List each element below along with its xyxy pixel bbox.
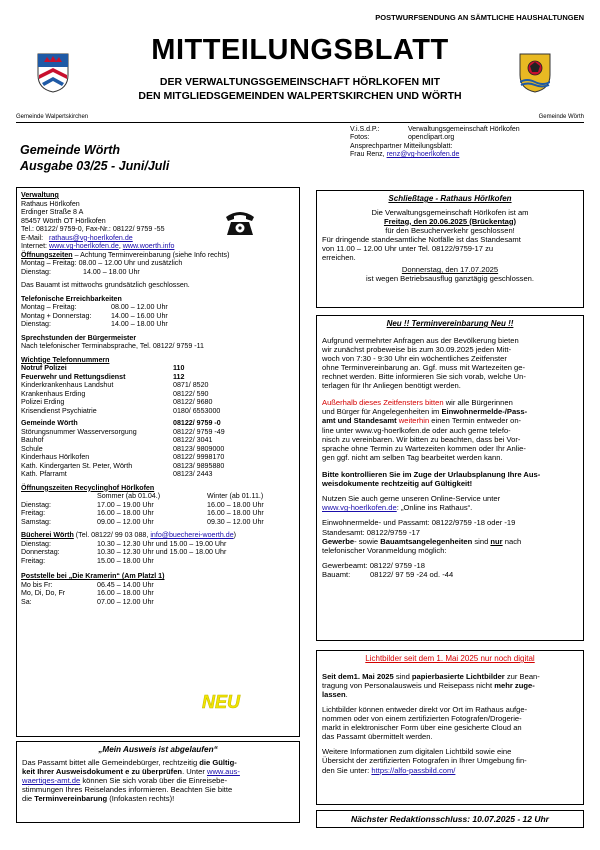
address-line-2: Erdinger Straße 8 A (21, 208, 84, 216)
lichtbild-p1-line-3b: lassen (322, 689, 346, 699)
termin-p2-b: und Bürger für Angelegenheiten im (322, 407, 442, 417)
telefon-row-value: 08.00 – 12.00 Uhr (111, 303, 168, 311)
termin-online-suffix: : „Online ins Rathaus“. (396, 503, 473, 513)
imprint-vsdp-label: V.i.S.d.P.: (350, 126, 380, 133)
internet-link-vg[interactable]: www.vg-hoerlkofen.de (49, 242, 119, 250)
subtitle-line-2: DEN MITGLIEDSGEMEINDEN WALPERTSKIRCHEN UND WÖRTH (138, 90, 462, 103)
gemeinde-number-row (21, 470, 295, 479)
buecherei-row (21, 540, 295, 549)
termin-bauamt-phone: 08122/ 97 59 -24 od. -44 (370, 569, 454, 579)
header-divider (16, 122, 584, 123)
issue-number: Ausgabe 03/25 - Juni/Juli (20, 158, 170, 173)
nummern-list (21, 364, 295, 415)
recycling-row-summer: 17.00 – 19.00 Uhr (97, 500, 154, 509)
termin-p7f: nach (502, 536, 522, 546)
phone-number-row-label: Feuerwehr und Rettungsdienst (21, 372, 126, 381)
imprint-contact-name: Frau Renz, (350, 151, 387, 159)
lichtbild-p3-end: den Sie unter: (322, 765, 372, 775)
opening-line-2-label: Dienstag: (21, 267, 51, 276)
lichtbild-p2-line: das Passamt übermittelt werden. (322, 732, 433, 742)
recycling-row-label: Dienstag: (21, 500, 51, 509)
phone-number-row-value: 08122/ 9680 (173, 398, 213, 406)
termin-p1-line: wir zunächst probeweise bis zum 30.09.2025 jeden Mitt- (322, 344, 512, 354)
buecherei-row-value: 10.30 – 12.30 Uhr und 15.00 – 19.00 Uhr (97, 539, 227, 548)
opening-line-2-value: 14.00 – 18.00 Uhr (83, 267, 140, 276)
lichtbild-p3-line: Übersicht der zertifizierten Fotografen in Ihrer Umgebung fin- (322, 756, 527, 766)
ausweis-text-2: . Unter (182, 766, 207, 776)
telefon-row (21, 303, 295, 312)
opening-note: – Achtung Terminvereinbarung (siehe Info rechts) (72, 250, 230, 259)
neu-badge-icon (200, 687, 242, 715)
telefon-row-label: Dienstag: (21, 320, 51, 328)
internet-sep: , (118, 242, 123, 250)
ausweis-text-5a: die (22, 794, 35, 804)
termin-p3-line: weisdokumente rechtzeitig auf Gültigkeit! (322, 479, 473, 489)
poststelle-row-value: 16.00 – 18.00 Uhr (97, 589, 154, 597)
recycling-row-winter: 16.00 – 18.00 Uhr (207, 500, 264, 509)
gemeinde-number-row (21, 436, 295, 445)
termin-bauamt: Bauamtsangelegenheiten (380, 536, 473, 546)
phone-number-row-value: 112 (173, 372, 185, 381)
termin-paragraph-3 (322, 470, 578, 488)
imprint-contact-label: Ansprechpartner Mitteilungsblatt: (350, 142, 453, 150)
distribution-note: POSTWURFSENDUNG AN SÄMTLICHE HAUSHALTUNGEN (375, 13, 584, 22)
lichtbild-p1-line-2a: tragung von Personalausweis und Reisepass nicht (322, 680, 495, 690)
recycling-winter-label: Winter (ab 01.11.) (207, 492, 264, 500)
issue-info (20, 143, 169, 174)
gemeinde-number-row-label: Schule (21, 444, 43, 453)
recycling-row-summer: 09.00 – 12.00 Uhr (97, 517, 154, 526)
poststelle-row (21, 598, 295, 607)
ausweis-title: „Mein Ausweis ist abgelaufen“ (98, 745, 218, 754)
lichtbild-p1-bold: Seit dem1. Mai 2025 (322, 671, 394, 681)
recycling-summer-label: Sommer (ab 01.04.) (97, 492, 161, 500)
gemeinde-number-row-value: 08122/ 9759 -0 (173, 419, 221, 427)
ausweis-text-5c: (Infokasten rechts)! (107, 794, 175, 804)
telefon-row-label: Montag + Donnerstag: (21, 311, 92, 320)
opening-heading: Öffnungszeiten (21, 250, 73, 259)
buecherei-hours (21, 540, 295, 566)
termin-p2-weiterhin: weiterhin (398, 416, 430, 426)
termin-p7b: - sowie (354, 536, 381, 546)
termin-paragraph-2-rest (322, 426, 578, 462)
alfo-passbild-link[interactable]: https://alfo-passbild.com/ (371, 765, 456, 775)
termin-p7d: sind (472, 536, 491, 546)
internet-label: Internet: (21, 242, 48, 250)
termin-gewerbeamt-phone: Gewerbeamt: 08122/ 9759 -18 (322, 560, 426, 570)
termin-phone-passamt: Einwohnermelde- und Passamt: 08122/9759 -18 oder -19 (322, 518, 516, 528)
phone-number-row-label: Krankenhaus Erding (21, 389, 86, 398)
telefon-heading: Telefonische Erreichbarkeiten (21, 294, 122, 303)
buecherei-row-label: Freitag: (21, 556, 46, 565)
caption-walpertskirchen: Gemeinde Walpertskirchen (16, 114, 89, 120)
page-subtitle (0, 75, 600, 103)
gemeinde-number-row-value: 08123/ 9895880 (173, 461, 225, 470)
poststelle-row-label: Mo, Di, Do, Fr (21, 589, 66, 597)
gemeinde-number-row (21, 462, 295, 471)
ausweis-box (16, 741, 300, 823)
phone-number-row-label: Polizei Erding (21, 398, 65, 406)
imprint-fotos-value: openclipart.org (408, 134, 455, 142)
phone-number-row (21, 398, 295, 407)
gemeinde-number-row (21, 453, 295, 462)
buecherei-row-label: Dienstag: (21, 539, 51, 548)
buecherei-row (21, 548, 295, 557)
recycling-row-winter: 16.00 – 18.00 Uhr (207, 509, 264, 517)
telefon-hours (21, 303, 295, 329)
phone-number-row-label: Notruf Polizei (21, 364, 67, 372)
poststelle-hours (21, 581, 295, 607)
ausweis-text-4: stimmungen Ihres Reiselandes informieren. Beachten Sie bitte (22, 785, 233, 795)
gemeinde-number-row-label: Bauhof (21, 436, 44, 444)
termin-p3-line: Bitte kontrollieren Sie im Zuge der Urlaubsplanung Ihre Aus- (322, 469, 541, 479)
phone-fax: Tel.: 08122/ 9759-0, Fax-Nr.: 08122/ 9759 -55 (21, 225, 165, 233)
termin-p1-line: Aufgrund vermehrter Anfragen aus der Bevölkerung bieten (322, 335, 519, 345)
gemeinde-number-row-label: Kinderhaus Hörlkofen (21, 453, 90, 461)
schliesstage-date-2: Donnerstag, den 17.07.2025 (401, 265, 499, 275)
ausweis-text-5b: Terminvereinbarung (34, 794, 108, 804)
phone-number-row-value: 0180/ 6553000 (173, 406, 221, 415)
poststelle-row-value: 06.45 – 14.00 Uhr (97, 580, 154, 589)
gemeinde-nummern-list (21, 419, 295, 479)
recycling-heading: Öffnungszeiten Recyclinghof Hörlkofen (21, 483, 155, 492)
lichtbild-p2-line: markt in elektronischer Form über eine gesicherte Cloud an (322, 723, 522, 733)
neu-badge-text: NEU (201, 692, 241, 712)
recycling-row (21, 509, 295, 518)
internet-link-woerth[interactable]: www.woerth.info (122, 242, 175, 250)
gemeinde-number-row-value: 08123/ 2443 (173, 470, 213, 478)
lichtbild-p1-line-2b: mehr zuge- (494, 680, 535, 690)
termin-p1-line: woch von 7:30 - 9:30 Uhr ein wöchentliches Zeitfenster (322, 353, 507, 363)
termin-red-text: Außerhalb dieses Zeitfensters bitten (322, 398, 444, 408)
termin-p2-line: line unter www.vg-hoerlkofen.de oder auch gerne telefo- (322, 425, 511, 435)
sprechstunden-text: Nach telefonischer Terminabsprache, Tel. 08122/ 9759 -11 (21, 342, 204, 350)
phone-number-row (21, 381, 295, 390)
schliesstage-line-1: Die Verwaltungsgemeinschaft Hörlkofen ist am (371, 207, 529, 217)
recycling-row-summer: 16.00 – 18.00 Uhr (97, 509, 154, 517)
termin-p2-c3: einen Termin entweder on- (429, 416, 522, 426)
buecherei-row-value: 15.00 – 18.00 Uhr (97, 556, 154, 565)
termin-nur: nur (490, 536, 503, 546)
termin-p2-b2: Einwohnermelde-/Pass- (441, 407, 528, 417)
phone-number-row (21, 364, 295, 373)
coat-of-arms-walpertskirchen-icon (37, 53, 69, 93)
redaktionsschluss: Nächster Redaktionsschluss: 10.07.2025 - 12 Uhr (351, 814, 549, 824)
termin-bauamt-label: Bauamt: (322, 569, 351, 579)
termin-gewerbe: Gewerbe (322, 536, 355, 546)
ausweis-text-2b: keit Ihrer Ausweisdokument e zu überprüfen (22, 766, 183, 776)
phone-number-row-value: 08122/ 590 (173, 389, 209, 398)
administration-info-box (16, 187, 300, 737)
termin-p1-line: ohne Terminvereinbarung an. Ggf. muss mit Wartezeiten ge- (322, 362, 526, 372)
email-label: E-Mail: (21, 233, 44, 242)
schliesstage-line-4: Für dringende standesamtliche Notfälle ist das Standesamt (322, 234, 521, 244)
phone-number-row-value: 0871/ 8520 (173, 381, 209, 389)
gemeinde-number-row-value: 08122/ 3041 (173, 436, 213, 444)
lichtbild-p1-regular: sind (393, 671, 412, 681)
imprint-fotos-label: Fotos: (350, 134, 370, 142)
buecherei-heading: Bücherei Wörth (21, 531, 74, 539)
schliesstage-line-8: ist wegen Betriebsausflug ganztägig geschlossen. (365, 274, 534, 284)
buecherei-close-paren: ) (233, 531, 237, 539)
telefon-row-label: Montag – Freitag: (21, 303, 77, 311)
gemeinde-number-row (21, 428, 295, 437)
address-line-3: 85457 Wörth OT Hörlkofen (21, 216, 106, 225)
gemeinde-number-row (21, 445, 295, 454)
gemeinde-number-row-label: Gemeinde Wörth (21, 419, 78, 427)
gemeinde-number-row-value: 08122/ 9998170 (173, 453, 225, 461)
telephone-icon (222, 207, 258, 237)
gemeinde-number-row-value: 08122/ 9759 -49 (173, 427, 225, 436)
phone-number-row (21, 407, 295, 416)
buecherei-email-link[interactable]: info@buecherei-woerth.de (150, 531, 234, 539)
page-title: MITTEILUNGSBLATT (151, 34, 449, 66)
lichtbild-box (316, 650, 584, 805)
recycling-row (21, 501, 295, 510)
address-line-1: Rathaus Hörlkofen (21, 199, 80, 208)
termin-p1-line: rechnet werden. Bitte informieren Sie sich vorab, welche Un- (322, 371, 526, 381)
termin-p8: telefonischer Voranmeldung möglich: (322, 545, 447, 555)
phone-number-row (21, 373, 295, 382)
lichtbild-p2-line: nommen oder von einem zertifizierten Fotografen/Drogerie- (322, 713, 522, 723)
termin-paragraph-1 (322, 336, 578, 391)
ausweis-text-1b: die Gültig- (199, 757, 237, 767)
recycling-hours (21, 501, 295, 527)
ausweis-text-1: Das Passamt bittet alle Gemeindebürger, rechtzeitig (22, 757, 200, 767)
auswaertiges-amt-link-part-2[interactable]: waertiges-amt.de (22, 776, 81, 786)
recycling-row (21, 518, 295, 527)
termin-online-link[interactable]: www.vg-hoerlkofen.de (322, 503, 397, 513)
telefon-row-value: 14.00 – 18.00 Uhr (111, 320, 168, 328)
issue-community: Gemeinde Wörth (20, 143, 121, 157)
phone-number-row-label: Kinderkrankenhaus Landshut (21, 381, 114, 389)
termin-p2-line: nisch zu vereinbaren. Wir bitten zu beachten, dass bei Vor- (322, 434, 521, 444)
bauamt-note: Das Bauamt ist mittwochs grundsätzlich geschlossen. (21, 281, 190, 289)
sprechstunden-heading: Sprechstunden der Bürgermeister (21, 333, 137, 342)
poststelle-row-label: Sa: (21, 597, 32, 606)
terminvereinbarung-box (316, 315, 584, 641)
ausweis-text-3: können Sie sich vorab über die Einreisebe- (80, 776, 228, 786)
termin-online-text: Nutzen Sie auch gerne unseren Online-Service unter (322, 494, 501, 504)
gemeinde-number-row-label: Kath. Kindergarten St. Peter, Wörth (21, 461, 133, 470)
schliesstage-line-6: erreichen. (322, 253, 356, 263)
telefon-row (21, 320, 295, 329)
email-link[interactable]: rathaus@vg-hoerlkofen.de (49, 233, 133, 242)
termin-p2-line: sprache ohne Termin zu Wartezeiten kommen oder Ihr Anlie- (322, 443, 526, 453)
gemeinde-number-row-label: Störungsnummer Wasserversorgung (21, 427, 137, 436)
gemeinde-number-row-label: Kath. Pfarramt (21, 470, 67, 478)
phone-number-row-label: Krisendienst Psychiatrie (21, 406, 97, 415)
termin-p2-line: gen ggf. nicht am selben Tag bearbeitet werden kann. (322, 452, 503, 462)
auswaertiges-amt-link-part-1[interactable]: www.aus- (206, 766, 240, 776)
poststelle-row (21, 589, 295, 598)
buecherei-phone: (Tel. 08122/ 99 03 088, (73, 531, 151, 539)
buecherei-row-value: 10.30 – 12.30 Uhr und 15.00 – 18.00 Uhr (97, 548, 227, 556)
buecherei-row (21, 557, 295, 566)
recycling-row-label: Samstag: (21, 517, 51, 526)
lichtbild-p1-regular: zur Bean- (504, 671, 540, 681)
telefon-row (21, 312, 295, 321)
lichtbild-paragraph-3 (322, 747, 578, 765)
poststelle-row (21, 581, 295, 590)
termin-p2-c: amt und Standesamt (322, 416, 399, 426)
lichtbild-p3-line: Weitere Informationen zum digitalen Lichtbild sowie eine (322, 747, 512, 757)
schliesstage-box (316, 190, 584, 308)
recycling-row-winter: 09.30 – 12.00 Uhr (207, 517, 264, 526)
imprint-contact-email-link[interactable]: renz@vg-hoerlkofen.de (386, 151, 460, 159)
schliesstage-title: Schließtage - Rathaus Hörlkofen (388, 194, 512, 203)
schliesstage-line-3: für den Besucherverkehr geschlossen! (385, 225, 515, 235)
termin-p1-line: terlagen für Ihr Anliegen benötigt werden. (322, 381, 461, 391)
schliesstage-date-1: Freitag, den 20.06.2025 (Brückentag) (383, 216, 517, 226)
poststelle-row-value: 07.00 – 12.00 Uhr (97, 597, 154, 606)
nummern-heading: Wichtige Telefonnummern (21, 355, 110, 364)
coat-of-arms-woerth-icon (519, 53, 551, 93)
poststelle-heading: Poststelle bei „Die Kramerin“ (Am Platzl 1) (21, 572, 165, 580)
verwaltung-heading: Verwaltung (21, 191, 59, 199)
imprint (350, 126, 520, 160)
lichtbild-p1-line-1 (322, 672, 578, 681)
lichtbild-paragraph-2 (322, 705, 578, 741)
buecherei-row-label: Donnerstag: (21, 548, 60, 556)
gemeinde-number-row-value: 08123/ 9809000 (173, 444, 225, 453)
schliesstage-line-5: von 11.00 – 12.00 Uhr unter Tel. 08122/9759-17 zu (322, 243, 494, 253)
lichtbild-p1-line-3: . (345, 689, 348, 699)
lichtbild-p1-bold: papierbasierte Lichtbilder (411, 671, 505, 681)
termin-p2-a: wir alle Bürgerinnen (443, 398, 513, 408)
gemeinde-number-row (21, 419, 295, 428)
redaktionsschluss-box (316, 810, 584, 828)
termin-phone-standesamt: Standesamt: 08122/9759 -17 (322, 527, 420, 537)
phone-number-row (21, 390, 295, 399)
opening-line-1: Montag – Freitag: 08.00 – 12.00 Uhr und zusätzlich (21, 259, 183, 267)
subtitle-line-1: DER VERWALTUNGSGEMEINSCHAFT HÖRLKOFEN MIT (159, 76, 441, 88)
lichtbild-title: Lichtbilder seit dem 1. Mai 2025 nur noch digital (365, 654, 535, 663)
poststelle-row-label: Mo bis Fr: (21, 580, 53, 589)
caption-woerth: Gemeinde Wörth (538, 114, 584, 120)
recycling-row-label: Freitag: (21, 509, 46, 517)
termin-title: Neu !! Terminvereinbarung Neu !! (386, 319, 514, 328)
lichtbild-p2-line: Lichtbilder können entweder direkt vor Ort im Rathaus aufge- (322, 704, 528, 714)
imprint-vsdp-value: Verwaltungsgemeinschaft Hörlkofen (408, 126, 520, 133)
phone-number-row-value: 110 (173, 364, 185, 372)
telefon-row-value: 14.00 – 16.00 Uhr (111, 311, 168, 320)
